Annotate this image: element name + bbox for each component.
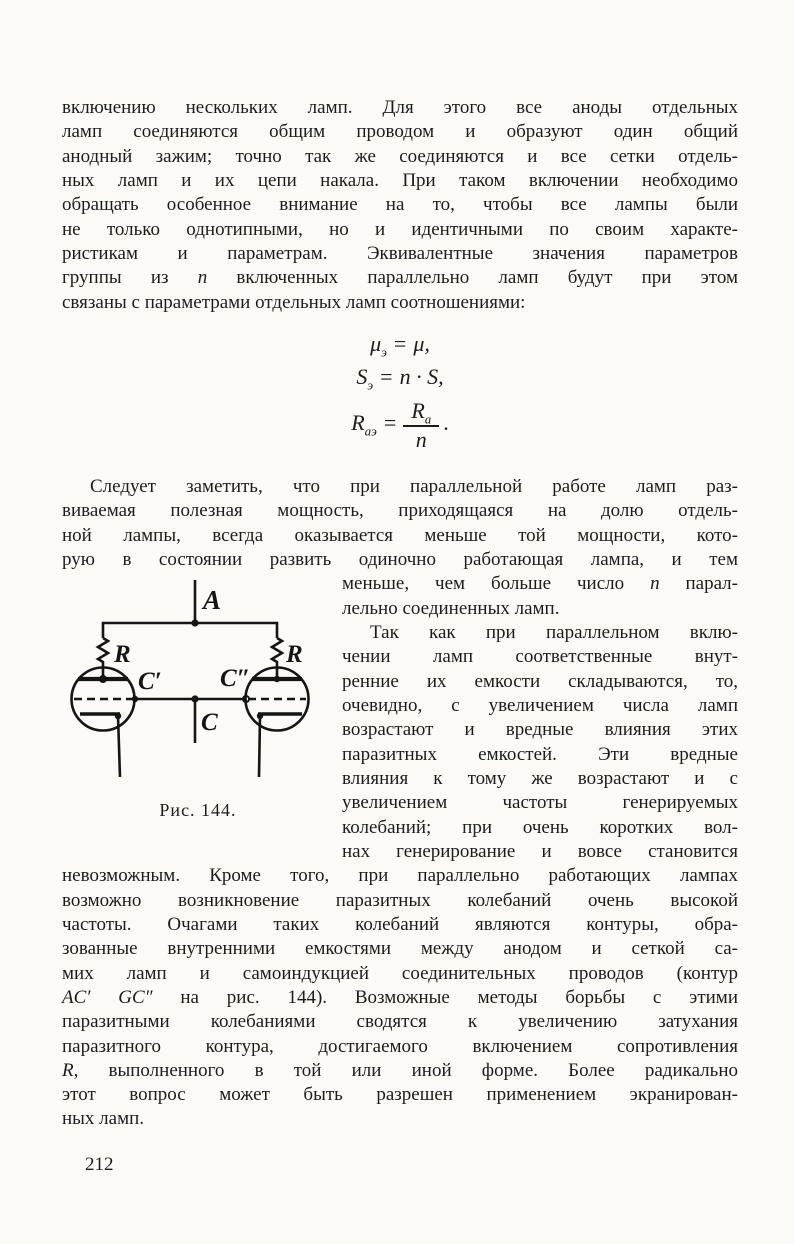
text-line: ных ламп.: [62, 1108, 145, 1130]
text-line: возрастают и вредные влияния этих: [342, 719, 738, 741]
text-line: паразитных емкостей. Эти вредные: [342, 743, 738, 765]
figure-144: [62, 578, 334, 846]
formula-mu: [62, 330, 738, 360]
text-line: возможно возникновение паразитных колебаний очень высокой: [62, 889, 738, 911]
text-line: обращать особенное внимание на то, чтобы все лампы были: [62, 194, 738, 216]
equations-block: [62, 331, 738, 451]
label-r-left: R: [114, 641, 131, 669]
text-line: нах генерирование и вовсе становится: [342, 840, 738, 862]
text-line: Так как при параллельном вклю-: [370, 621, 738, 643]
fraction-numerator: $R_а$: [403, 399, 439, 427]
text-line: R, выполненного в той или иной форме. Более радикально: [62, 1059, 738, 1081]
equals-sign: =: [380, 363, 393, 389]
text-line: лельно соединенных ламп.: [342, 597, 560, 619]
text-line: ламп соединяются общим проводом и образуют один общий: [62, 121, 738, 143]
text-line: этот вопрос может быть разрешен применением экранирован-: [62, 1084, 738, 1106]
text-line: AC′ GC″ на рис. 144). Возможные методы борьбы с этими: [62, 986, 738, 1008]
formula-mu-lhs: $\mu_э$: [370, 330, 387, 360]
cathode-right-junction-dot: [257, 713, 263, 719]
formula-r: [62, 399, 738, 451]
text-line: паразитными колебаниями сводятся к увеличению затухания: [62, 1011, 738, 1033]
text-line: ренние их емкости складываются, то,: [342, 670, 738, 692]
text-line: очевидно, с увеличением числа ламп: [342, 694, 738, 716]
text-line: ной лампы, всегда оказывается меньше той мощности, кото-: [62, 524, 738, 546]
cathode-left-junction-dot: [115, 713, 121, 719]
text-line: не только однотипными, но и идентичными по своим характе-: [62, 218, 738, 240]
text-line: группы из n включенных параллельно ламп будут при этом: [62, 267, 739, 289]
paragraph-1: [62, 96, 738, 315]
label-a: A: [203, 585, 222, 616]
cathode-right-lead: [259, 716, 260, 777]
text-line: виваемая полезная мощность, приходящаяся на долю отдель-: [62, 500, 738, 522]
text-line: частоты. Очагами таких колебаний являются контуры, обра-: [62, 913, 738, 935]
formula-mu-rhs: μ,: [413, 330, 430, 356]
grid-left-junction-dot: [132, 696, 138, 702]
text-line: мих ламп и самоиндукцией соединительных проводов (контур: [62, 962, 738, 984]
anode-bus-wire: [103, 623, 277, 638]
node-a-dot: [191, 620, 198, 627]
text-line: увеличением частоты генерируемых: [342, 792, 738, 814]
formula-s-lhs: $S_э$: [356, 363, 374, 393]
fraction: [403, 399, 439, 451]
paragraph-2: [62, 475, 738, 572]
circuit-diagram: [62, 578, 334, 778]
formula-s-rhs: n · S,: [399, 363, 444, 389]
equals-sign: =: [393, 330, 407, 356]
text-line: влияния к тому же возрастают и с: [342, 767, 738, 789]
text-line: Следует заметить, что при параллельной работе ламп раз-: [90, 475, 738, 497]
text-line: меньше, чем больше число n парал-: [342, 573, 738, 595]
text-line: чении ламп соответственные внут-: [342, 646, 738, 668]
equals-sign: =: [383, 410, 397, 435]
resistor-left: [98, 638, 108, 679]
figure-caption: Рис. 144.: [159, 800, 237, 821]
page-number: 212: [85, 1153, 114, 1175]
text-line: связаны с параметрами отдельных ламп соотношениями:: [62, 291, 526, 313]
text-line: рую в состоянии развить одиночно работающая лампа, и тем: [62, 548, 738, 570]
text-line: невозможным. Кроме того, при параллельно работающих лампах: [62, 865, 738, 887]
anode-right-junction-dot: [274, 676, 280, 682]
text-line: ристикам и параметрам. Эквивалентные значения параметров: [62, 242, 738, 264]
formula-s: [62, 363, 738, 393]
resistor-right: [272, 638, 282, 679]
formula-period: .: [443, 410, 449, 435]
text-line: включению нескольких ламп. Для этого все аноды отдельных: [62, 97, 738, 118]
formula-r-lhs: $R_{аэ}$: [351, 410, 377, 439]
text-line: паразитного контура, достигаемого включением сопротивления: [62, 1035, 738, 1057]
label-c-prime: C′: [138, 668, 162, 696]
node-c-dot: [191, 696, 198, 703]
label-c: C: [201, 709, 218, 737]
fraction-denominator: n: [415, 426, 427, 452]
text-line: зованные внутренними емкостями между анодом и сеткой са-: [62, 938, 738, 960]
label-c-doubleprime: C″: [220, 665, 251, 693]
text-line: колебаний; при очень коротких вол-: [342, 816, 738, 838]
text-line: ных ламп и их цепи накала. При таком включении необходимо: [62, 169, 738, 191]
text-line: анодный зажим; точно так же соединяются и все сетки отдель-: [62, 145, 738, 167]
label-r-right: R: [286, 641, 303, 669]
